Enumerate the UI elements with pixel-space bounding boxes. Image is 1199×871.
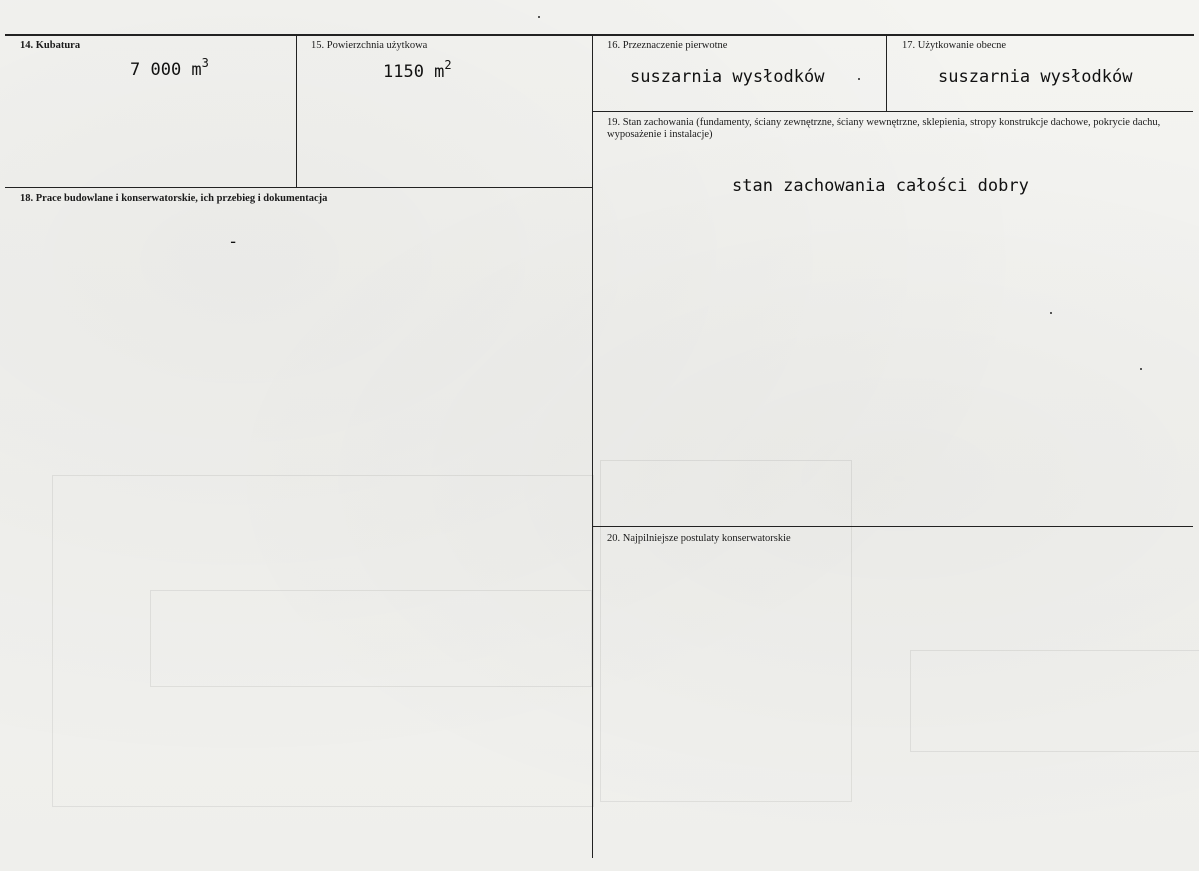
bleed-through-frame (910, 650, 1199, 752)
top-rule (5, 34, 1194, 36)
divider-row-16-19 (593, 111, 1193, 112)
field-14-value (130, 56, 209, 80)
field-15-value (383, 58, 452, 82)
field-16-value: suszarnia wysłodków (630, 67, 825, 87)
divider-row-14-18 (5, 187, 592, 188)
scan-speck (1050, 312, 1052, 314)
scan-speck (538, 16, 540, 18)
field-15-value-text: 1150 m (383, 62, 445, 82)
field-14-label: 14. Kubatura (20, 40, 81, 51)
divider-row-19-20 (593, 526, 1193, 527)
field-18-label: 18. Prace budowlane i konserwatorskie, ich przebieg i dokumentacja (20, 193, 328, 204)
field-15-label: 15. Powierzchnia użytkowa (311, 40, 428, 51)
field-17-value: suszarnia wysłodków (938, 67, 1133, 87)
field-18-value: - (228, 232, 239, 252)
field-16-label: 16. Przeznaczenie pierwotne (607, 40, 728, 51)
field-14-value-text: 7 000 m (130, 60, 202, 80)
field-17-label: 17. Użytkowanie obecne (902, 40, 1007, 51)
divider-left-right (592, 35, 593, 858)
divider-16-17 (886, 35, 887, 111)
field-15-exponent: 2 (444, 58, 452, 72)
bleed-through-frame (600, 460, 852, 802)
divider-14-15 (296, 35, 297, 187)
scan-speck (858, 78, 860, 80)
field-19-value: stan zachowania całości dobry (732, 176, 1029, 196)
bleed-through-frame (150, 590, 592, 687)
field-20-label: 20. Najpilniejsze postulaty konserwatorskie (607, 533, 791, 544)
scan-speck (1140, 368, 1142, 370)
field-19-label: 19. Stan zachowania (fundamenty, ściany zewnętrzne, ściany wewnętrzne, sklepienia, stropy konstrukcje dachowe, pokrycie dachu, wyposażenie i instalacje) (607, 117, 1161, 140)
bleed-through-frame (52, 475, 594, 807)
field-14-exponent: 3 (201, 56, 209, 70)
